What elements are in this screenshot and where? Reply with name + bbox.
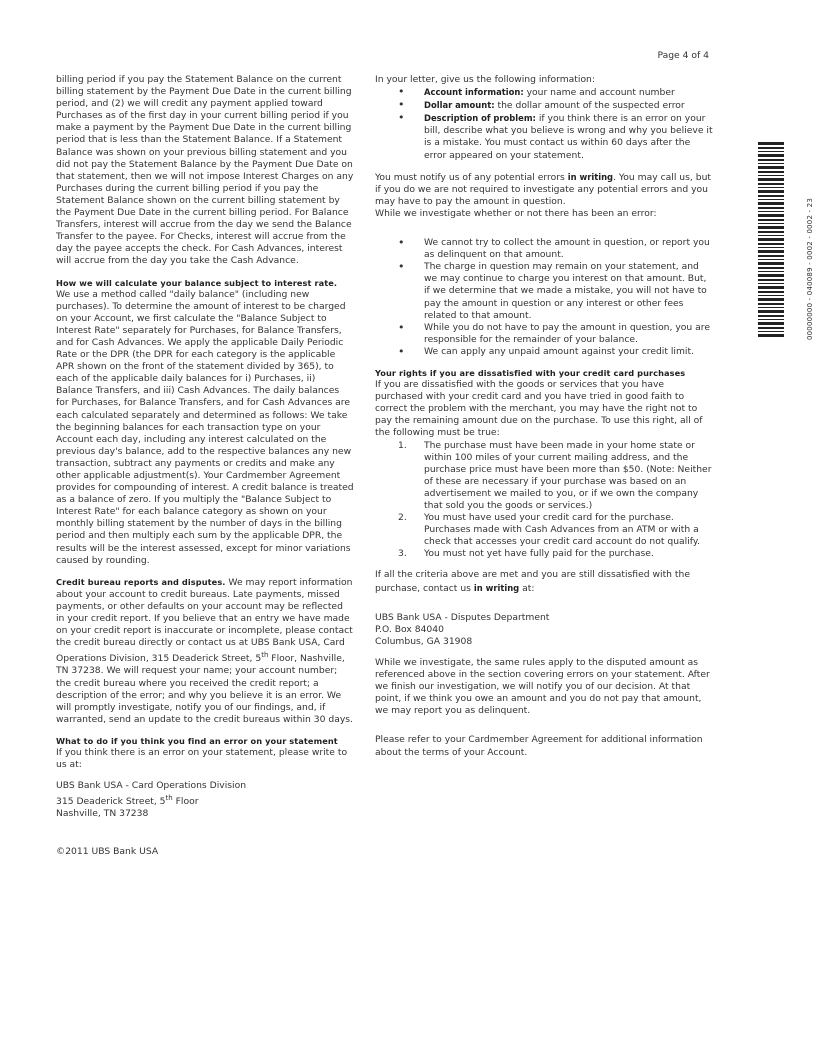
list-item: 3. You must not yet have fully paid for the purchase. bbox=[398, 548, 654, 560]
barcode-bar bbox=[758, 223, 784, 224]
barcode-graphic bbox=[758, 142, 786, 342]
barcode-bar bbox=[758, 247, 784, 248]
address-line: Nashville, TN 37238 bbox=[56, 808, 149, 820]
barcode-bar bbox=[758, 298, 784, 301]
list-item: 2. You must have used your credit card for the purchase. Purchases made with Cash Advances from an ATM or with a check that accesses your credit card account do not qualify. bbox=[398, 512, 700, 548]
barcode-bar bbox=[758, 243, 784, 245]
criteria-list bbox=[375, 440, 713, 561]
contact-paragraph: If all the criteria above are met and you are still dissatisfied with the purchase, contact us in writing at: bbox=[375, 569, 690, 594]
investigation-paragraph: While we investigate, the same rules apply to the disputed amount as referenced above in the section covering errors on your statement. After we finish our investigation, we will notify you of our decision. At that point, if we think you owe an amount and you do not pay that amount, we may report you as delinquent. bbox=[375, 656, 710, 717]
barcode-bar bbox=[758, 190, 784, 193]
list-item: 1. The purchase must have been made in your home state or within 100 miles of your current mailing address, and the purchase price must have been more than $50. (Note: Neither of these are necessary if your purchase was based on an advertisement we mailed to you, or if we own the company that sold you the goods or services.) bbox=[398, 439, 712, 511]
calc-heading: How we will calculate your balance subject to interest rate. bbox=[56, 277, 338, 288]
address-line: UBS Bank USA - Card Operations Division bbox=[56, 780, 247, 792]
barcode-bar bbox=[758, 199, 784, 200]
letter-intro: In your letter, give us the following information: bbox=[375, 74, 595, 85]
list-item: • We can apply any unpaid amount against your credit limit. bbox=[375, 346, 713, 358]
card-ops-address bbox=[56, 780, 354, 820]
barcode-bar bbox=[758, 327, 784, 329]
barcode-bar bbox=[758, 195, 784, 197]
list-item: • We cannot try to collect the amount in question, or report you as delinquent on that amount. bbox=[375, 237, 713, 261]
barcode-bar bbox=[758, 267, 784, 269]
barcode-bar bbox=[758, 151, 784, 152]
credit-heading: Credit bureau reports and disputes. bbox=[56, 576, 226, 587]
copyright: ©2011 UBS Bank USA bbox=[56, 846, 159, 857]
letter-info-list bbox=[375, 86, 713, 162]
barcode-bar bbox=[758, 319, 784, 320]
barcode-bar bbox=[758, 259, 784, 260]
investigate-intro: While we investigate whether or not there has been an error: bbox=[375, 207, 657, 219]
list-item: • The charge in question may remain on your statement, and we may continue to charge you interest on that amount. But, if we determine that we made a mistake, you will not have to pay the amount in question or any interest or other fees related to that amount. bbox=[375, 261, 713, 321]
barcode-bar bbox=[758, 187, 784, 188]
barcode-bar bbox=[758, 279, 784, 281]
barcode-bar bbox=[758, 226, 784, 229]
credit-bureau-paragraph: Credit bureau reports and disputes. We may report information about your account to credit bureaus. Late payments, missed payments, or other defaults on your account may be reflected in your credit report. If you believe that an entry we have made on your credit report is inaccurate or incomplete, please contact the credit bureau directly or contact us at UBS Bank USA, Card Operations Division, 315 Deaderick Street, 5th Floor, Nashville, TN 37238. We will request your name; your account number; the credit bureau where you received the credit report; a description of the error; and why you believe it is an error. We will promptly investigate, notify you of our findings, and, if warranted, send an update to the credit bureaus within 30 days. bbox=[56, 576, 353, 725]
barcode-bar bbox=[758, 331, 784, 332]
disputes-address bbox=[375, 612, 713, 648]
barcode-bar bbox=[758, 231, 784, 233]
address-line: P.O. Box 84040 bbox=[375, 623, 444, 635]
barcode-bar bbox=[758, 159, 784, 161]
investigate-list bbox=[375, 237, 713, 358]
barcode-bar bbox=[758, 175, 784, 176]
interest-grace-paragraph: billing period if you pay the Statement Balance on the current billing statement by the Payment Due Date in the current billing period, and (2) we will credit any payment applied toward Purchases as of the first day in your current billing period if you make a payment by the Payment Due Date in the current billing period that is less than the Statement Balance. If a Statement Balance was shown on your previous billing statement and you did not pay the Statement Balance by the Payment Due Date on that statement, then we will not impose Interest Charges on any Purchases during the current billing period if you pay the Statement Balance shown on the current billing statement by the Payment Due Date in the current billing period. For Balance Transfers, interest will accrue from the day we send the Balance Transfer to the payee. For Checks, interest will accrue from the day the payee accepts the check. For Cash Advances, interest will accrue from the day you take the Cash Advance. bbox=[56, 74, 354, 267]
barcode-bar bbox=[758, 235, 784, 236]
barcode-bar bbox=[758, 307, 784, 308]
page-number: Page 4 of 4 bbox=[657, 50, 709, 61]
right-column bbox=[375, 74, 713, 768]
refer-paragraph: Please refer to your Cardmember Agreement for additional information about the terms of your Account. bbox=[375, 734, 703, 758]
barcode-bar bbox=[758, 310, 784, 313]
barcode-bar bbox=[758, 166, 784, 169]
list-item: • Dollar amount: the dollar amount of the suspected error bbox=[375, 99, 713, 112]
list-item: • While you do not have to pay the amount in question, you are responsible for the remainder of your balance. bbox=[375, 322, 713, 346]
error-heading: What to do if you think you find an error on your statement bbox=[56, 735, 338, 746]
barcode-bar bbox=[758, 255, 784, 257]
barcode-bar bbox=[758, 262, 784, 265]
address-line: 315 Deaderick Street, 5th Floor bbox=[56, 794, 199, 808]
barcode-bar bbox=[758, 291, 784, 293]
left-column bbox=[56, 74, 354, 829]
barcode-bar bbox=[758, 219, 784, 221]
barcode-bar bbox=[758, 250, 784, 253]
barcode-bar bbox=[758, 211, 784, 212]
list-item: • Account information: your name and account number bbox=[375, 86, 713, 99]
barcode-bar bbox=[758, 315, 784, 317]
barcode-bar bbox=[758, 147, 784, 149]
barcode-bar bbox=[758, 286, 784, 289]
barcode-bar bbox=[758, 271, 784, 272]
barcode-bar bbox=[758, 154, 784, 157]
calc-paragraph: We use a method called "daily balance" (including new purchases). To determine the amount of interest to be charged on your Account, we first calculate the "Balance Subject to Interest Rate" separately for Purchases, for Balance Transfers, and for Cash Advances. We apply the applicable Daily Periodic Rate or the DPR (the DPR for each category is the applicable APR shown on the front of the statement divided by 365), to each of the applicable daily balances for i) Purchases, ii) Balance Transfers, and iii) Cash Advances. The daily balances for Purchases, for Balance Transfers, and for Cash Advances are each calculated separately and determined as follows: We take the beginning balances for each transaction type on your Account each day, including any interest calculated on the previous day's balance, add to the respective balances any new transaction, subtract any payments or credits and make any other applicable adjustment(s). Your Cardmember Agreement provides for compounding of interest. A credit balance is treated as a balance of zero. If you multiply the "Balance Subject to Interest Rate" for each balance category as shown on your monthly billing statement by the number of days in the billing period and then multiply each sum by the applicable DPR, the results will be the interest assessed, except for minor variations caused by rounding. bbox=[56, 288, 354, 566]
barcode-number: 00000000 - 040089 - 0002 - 0002 - 23 bbox=[806, 198, 814, 340]
barcode-bar bbox=[758, 334, 784, 337]
list-item: • Description of problem: if you think there is an error on your bill, describe what you believe is wrong and why you believe it is a mistake. You must contact us within 60 days after the error appeared on your statement. bbox=[375, 112, 713, 161]
rights-heading: Your rights if you are dissatisfied with your credit card purchases bbox=[375, 367, 686, 378]
barcode-bar bbox=[758, 303, 784, 305]
barcode-bar bbox=[758, 283, 784, 284]
error-paragraph: If you think there is an error on your statement, please write to us at: bbox=[56, 746, 348, 771]
barcode-bar bbox=[758, 183, 784, 185]
barcode-bar bbox=[758, 207, 784, 209]
barcode-bar bbox=[758, 163, 784, 164]
barcode-bar bbox=[758, 171, 784, 173]
notify-paragraph: You must notify us of any potential errors in writing. You may call us, but if you do we are not required to investigate any potential errors and you may have to pay the amount in question. bbox=[375, 171, 712, 207]
address-line: UBS Bank USA - Disputes Department bbox=[375, 611, 550, 623]
barcode-bar bbox=[758, 322, 784, 325]
barcode-bar bbox=[758, 142, 784, 145]
barcode-bar bbox=[758, 202, 784, 205]
rights-paragraph: If you are dissatisfied with the goods or services that you have purchased with your credit card and you have tried in good faith to correct the problem with the merchant, you may have the right not to pay the remaining amount due on the purchase. To use this right, all of the following must be true: bbox=[375, 379, 703, 439]
address-line: Columbus, GA 31908 bbox=[375, 635, 473, 647]
barcode-bar bbox=[758, 238, 784, 241]
barcode-bar bbox=[758, 274, 784, 277]
barcode-bar bbox=[758, 178, 784, 181]
barcode-bar bbox=[758, 214, 784, 217]
barcode-bar bbox=[758, 295, 784, 296]
